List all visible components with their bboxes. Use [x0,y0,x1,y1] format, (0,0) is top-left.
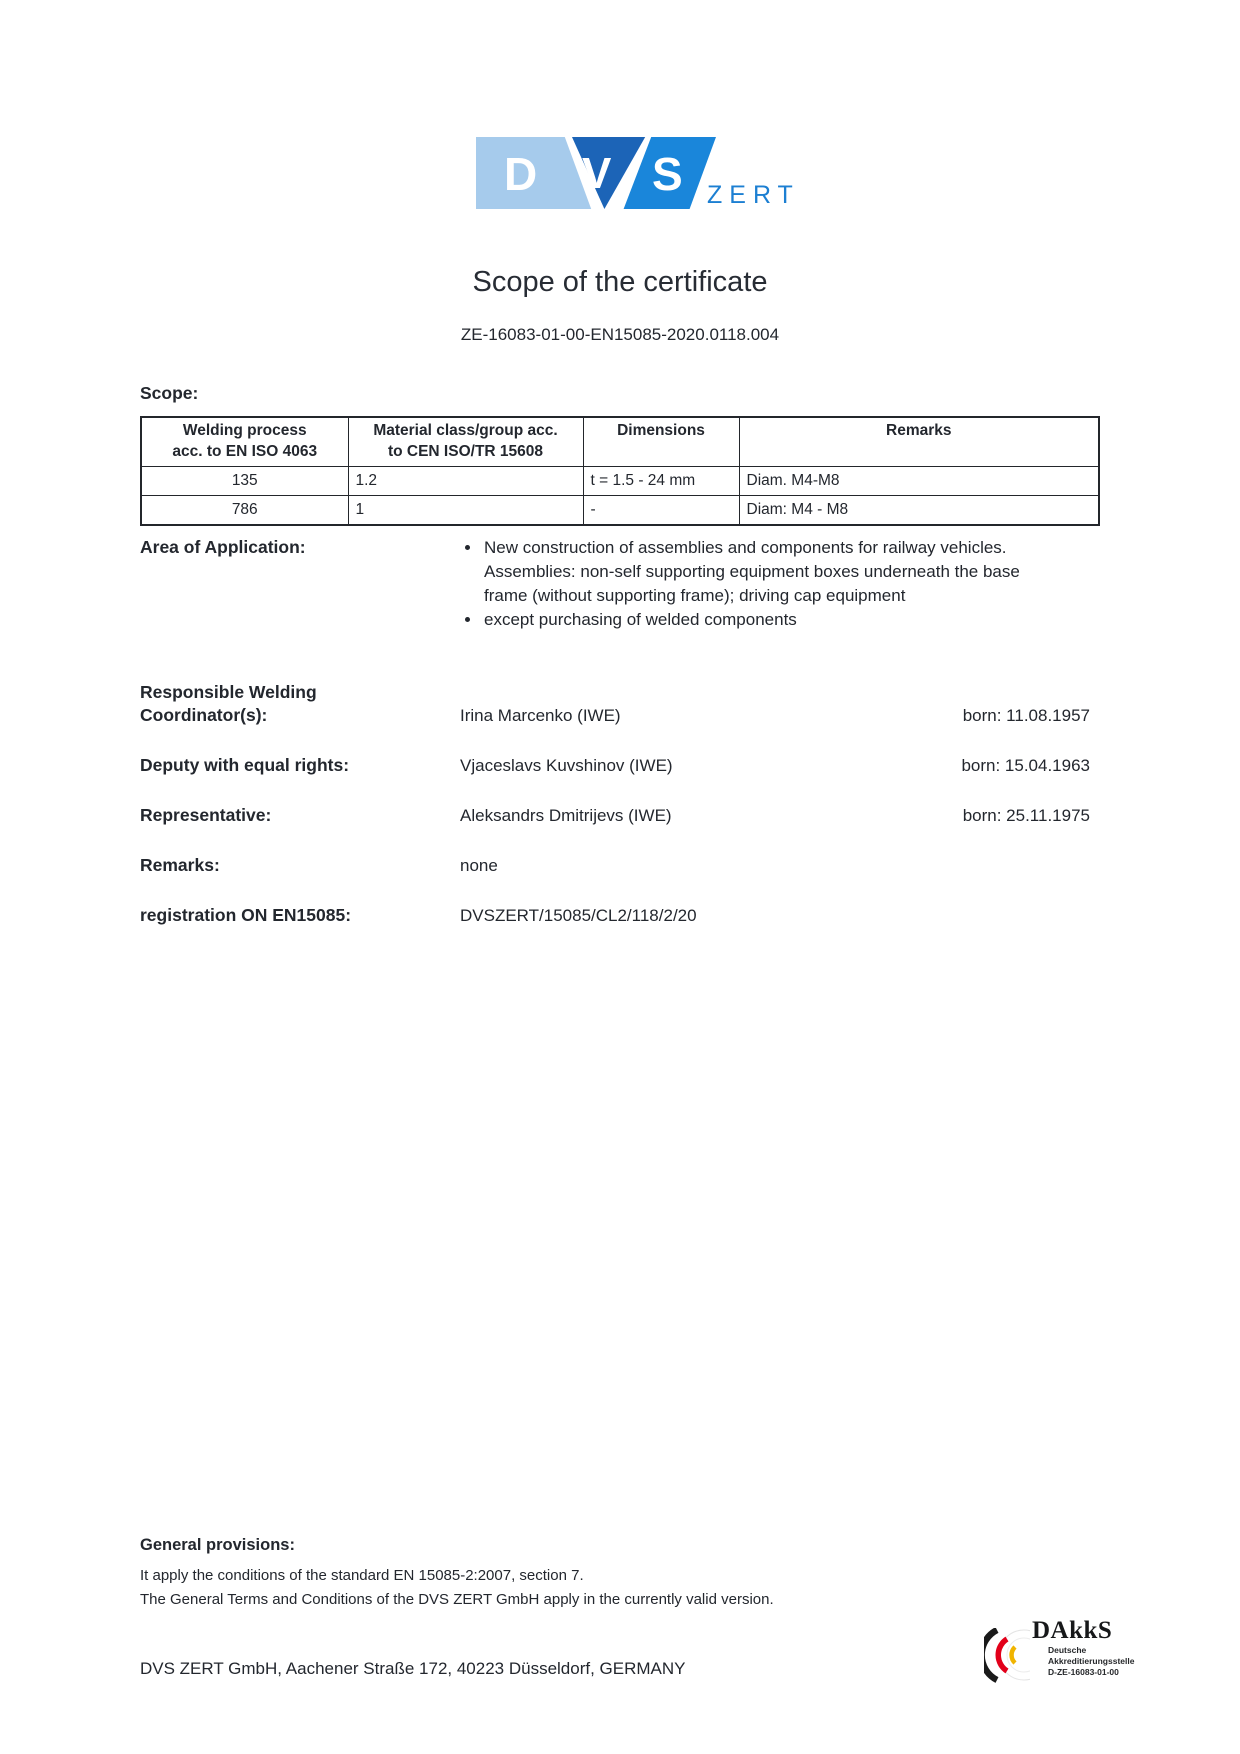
cell-remarks: Diam: M4 - M8 [739,496,1099,526]
company-address: DVS ZERT GmbH, Aachener Straße 172, 40223 Düsseldorf, GERMANY [140,1659,686,1678]
cell-dimensions: t = 1.5 - 24 mm [583,467,739,496]
dakks-arcs-icon [984,1628,1030,1686]
field-label: Remarks: [140,855,220,875]
field-born-date: born: 11.08.1957 [962,706,1090,725]
general-provisions-heading: General provisions: [140,1536,295,1554]
dvs-logo-strip [476,137,716,209]
field-row-registration [140,904,1090,927]
column-header-welding-process [141,417,348,467]
dakks-wordmark: DAkkS [1032,1617,1113,1644]
table-row [141,496,1099,526]
area-of-application-label: Area of Application: [140,537,306,557]
logo-letter-d: D [504,148,538,200]
header-line: Dimensions [617,422,705,439]
certificate-number: ZE-16083-01-00-EN15085-2020.0118.004 [460,325,780,344]
general-provisions-line: The General Terms and Conditions of the DVS ZERT GmbH apply in the currently valid version. [140,1591,774,1608]
scope-table [140,416,1100,526]
general-provisions-section [140,1536,1020,1612]
area-of-application-list [460,536,1027,632]
scope-table-container [140,416,1100,526]
logo-letter-s: S [652,148,683,200]
list-item: • New construction of assemblies and components for railway vehicles. Assemblies: non-self supporting equipment boxes underneath the base frame (without supporting frame); driving cap equipment [482,536,1027,608]
field-label: Responsible Welding Coordinator(s): [140,682,317,725]
field-row-deputy [140,754,1090,777]
list-item: • except purchasing of welded components [482,608,1027,632]
field-label: registration ON EN15085: [140,905,352,925]
header-line: Welding process [182,422,307,439]
cell-material-class: 1.2 [348,467,583,496]
field-value: Vjaceslavs Kuvshinov (IWE) [460,756,673,775]
field-label: Deputy with equal rights: [140,755,350,775]
cell-dimensions: - [583,496,739,526]
header-line: Material class/group acc. [373,422,558,439]
general-provisions-line: It apply the conditions of the standard EN 15085-2:2007, section 7. [140,1567,584,1584]
logo-letter-v: V [582,149,612,198]
dakks-subline: D-ZE-16083-01-00 [1048,1667,1119,1677]
area-of-application-section [140,536,1098,632]
header-line: acc. to EN ISO 4063 [172,443,318,460]
cell-remarks: Diam. M4-M8 [739,467,1099,496]
field-row-remarks [140,854,1090,877]
certificate-fields [140,681,1090,954]
column-header-dimensions [583,417,739,467]
table-header-row [141,417,1099,467]
field-value: none [460,856,498,875]
field-value: DVSZERT/15085/CL2/118/2/20 [460,906,697,925]
page-title: Scope of the certificate [472,266,768,298]
column-header-material-class [348,417,583,467]
field-label: Representative: [140,805,272,825]
field-born-date: born: 15.04.1963 [961,756,1090,775]
field-row-representative [140,804,1090,827]
dvs-zert-logo [476,137,798,209]
dakks-subline: Akkreditierungsstelle [1048,1656,1135,1666]
dakks-text-block [1032,1618,1134,1677]
field-value: Irina Marcenko (IWE) [460,706,621,725]
cell-welding-process: 786 [141,496,348,526]
dakks-accreditation-mark [984,1618,1134,1686]
header-line: Remarks [886,422,952,439]
cell-welding-process: 135 [141,467,348,496]
table-row [141,467,1099,496]
field-value: Aleksandrs Dmitrijevs (IWE) [460,806,672,825]
cell-material-class: 1 [348,496,583,526]
field-born-date: born: 25.11.1975 [962,806,1090,825]
logo-zert-text: ZERT [707,181,800,209]
header-line: to CEN ISO/TR 15608 [387,443,544,460]
dakks-subline: Deutsche [1048,1645,1087,1655]
field-row-responsible-coordinator [140,681,1090,727]
column-header-remarks [739,417,1099,467]
scope-heading: Scope: [140,383,199,403]
